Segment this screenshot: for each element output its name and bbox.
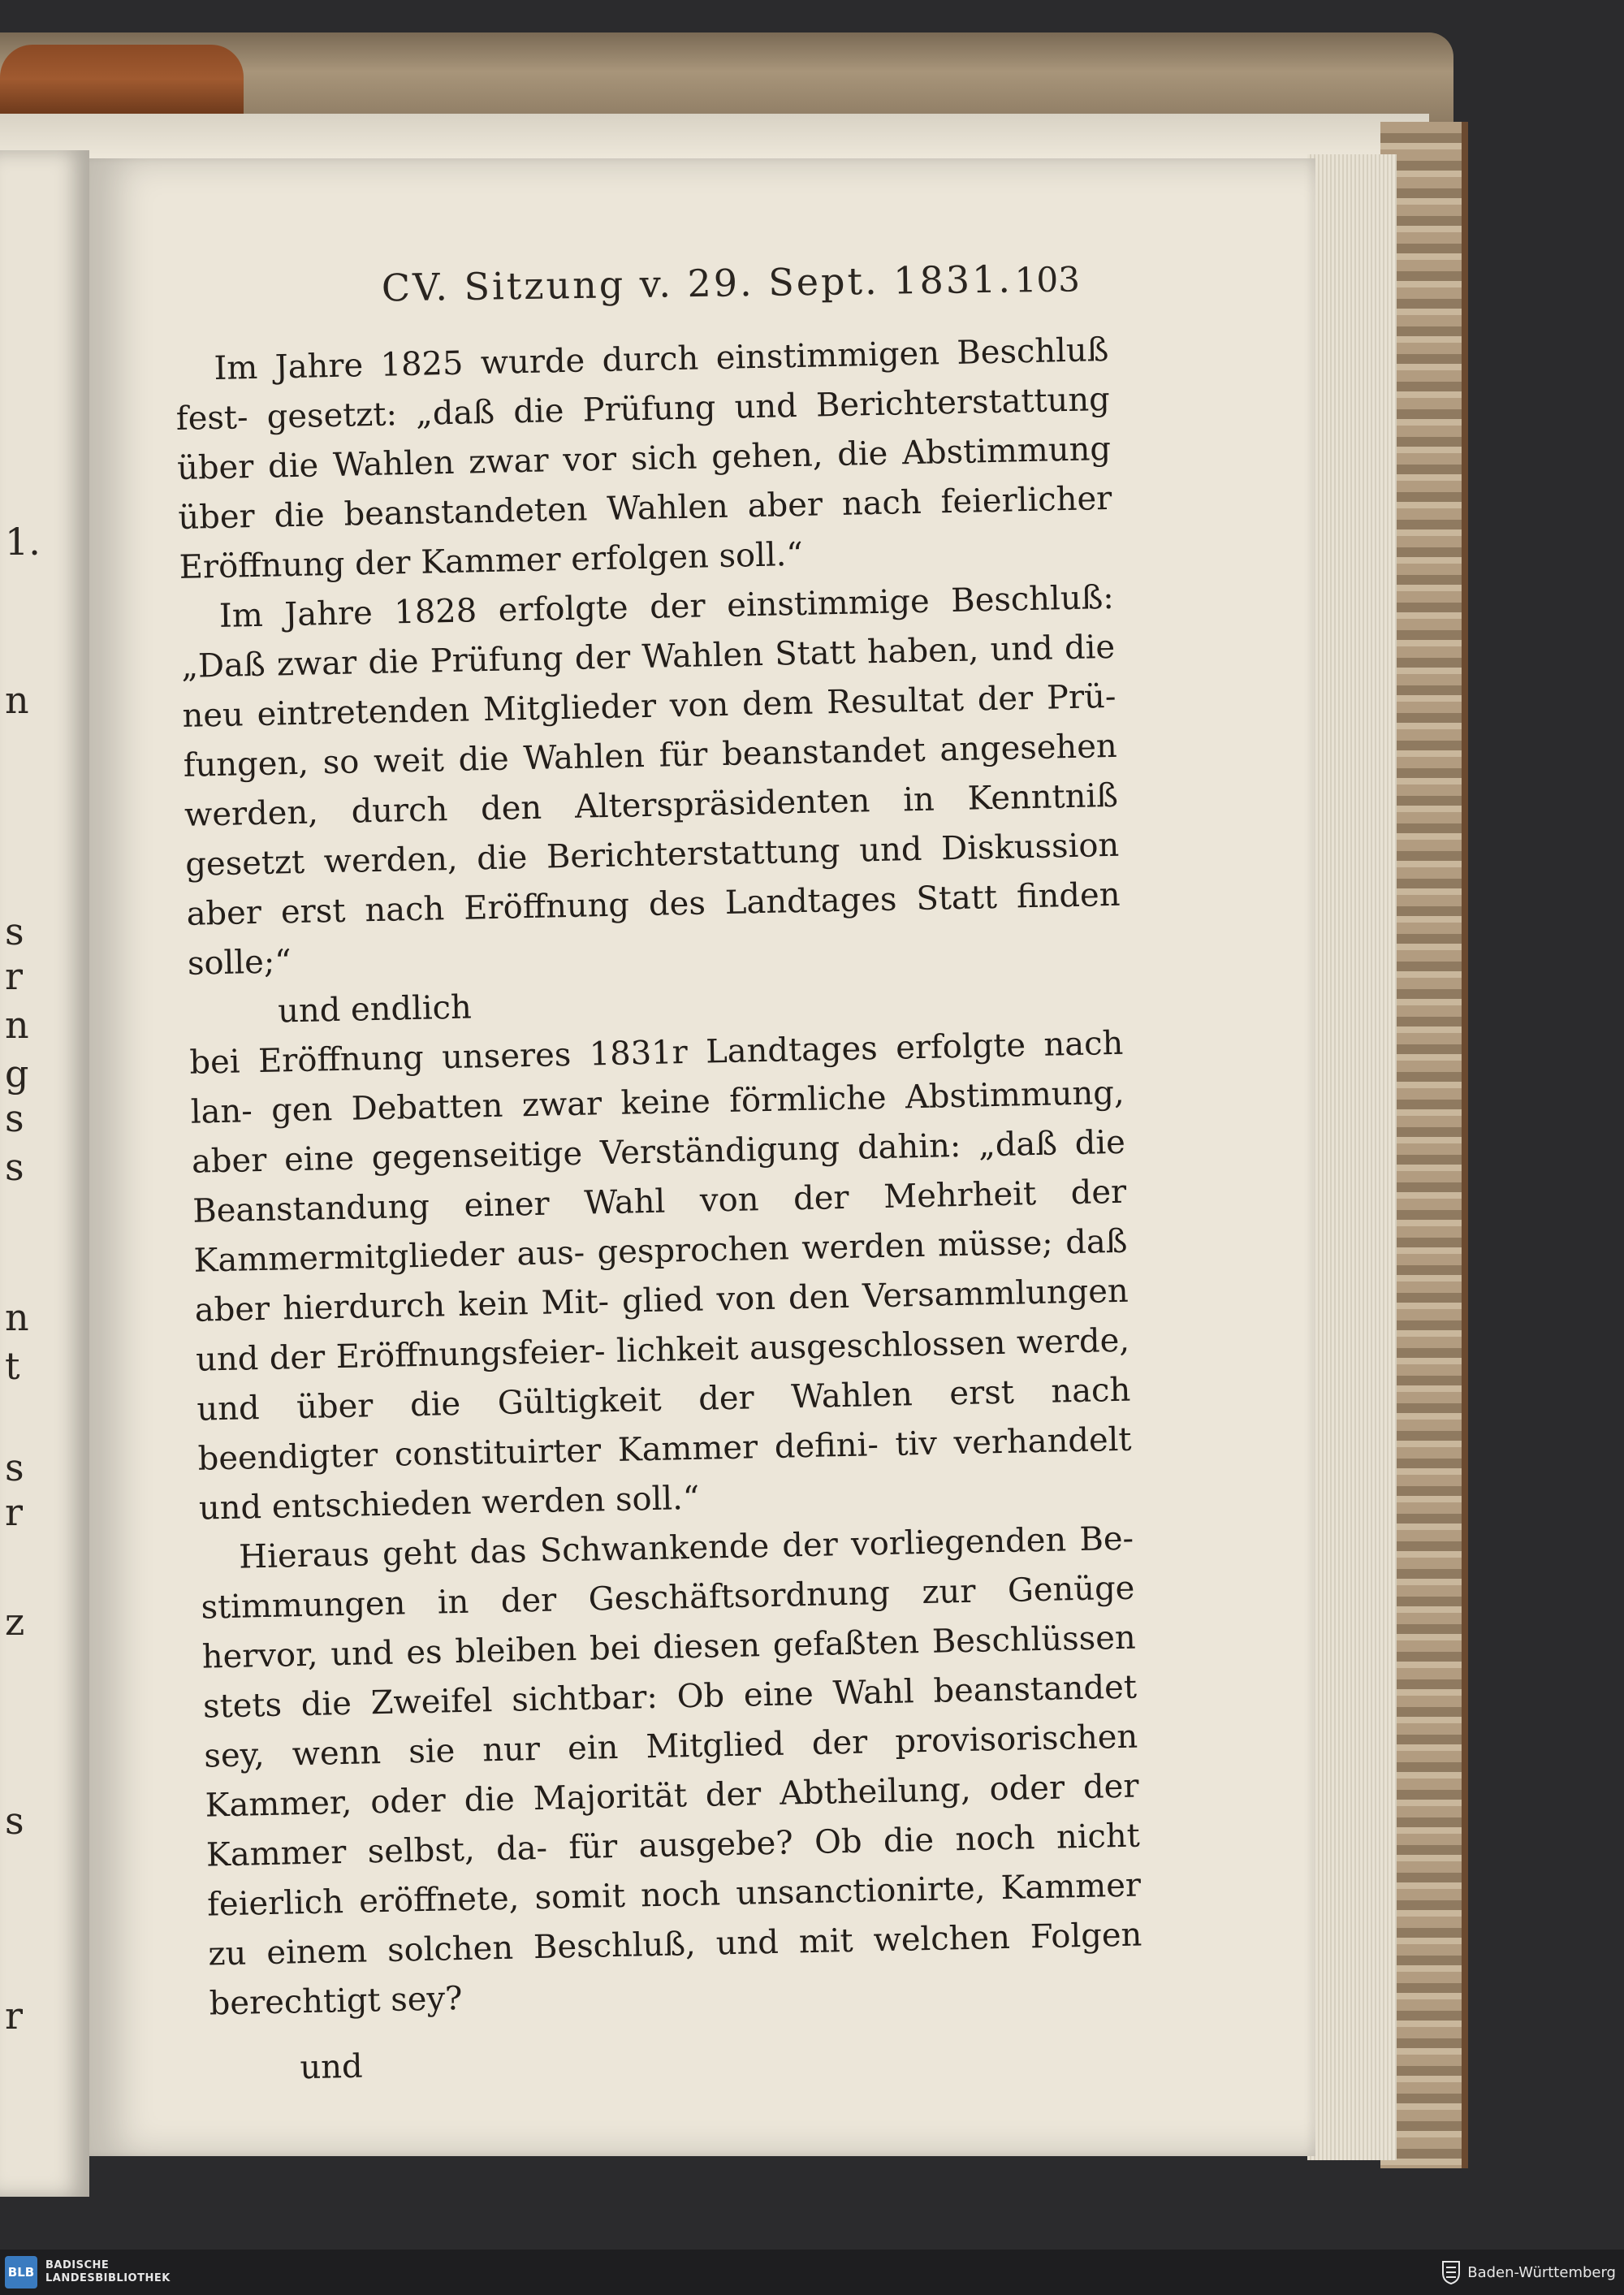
page-block-edge [1307,154,1397,2160]
bw-coat-of-arms-icon [1441,2260,1461,2284]
left-margin-fragment: s [5,1799,24,1843]
paragraph: Im Jahre 1828 erfolgte der einstimmige Beschluß: „Daß zwar die Prüfung der Wahlen Statt haben, und die neu eintretenden Mitglieder von dem Resultat der Prü- fungen, so weit die Wahlen für beanstandet angesehen werden, durch den Alterspräsidenten in Kenntniß gesetzt werden, die Berichterstattung und Diskussion aber erst nach Eröffnung des Landtages Statt finden solle;“ [180,578,1121,983]
book-spine-strap [0,45,244,114]
left-margin-fragment: 1. [5,520,41,564]
paragraph: Hieraus geht das Schwankende der vorliegenden Be- stimmungen in der Geschäftsordnung zur Genüge hervor, und es bleiben bei diesen gefaßten Beschlüssen stets die Zweifel sichtbar: Ob eine Wahl beanstandet sey, wenn sie nur ein Mitglied der provisorischen Kammer, oder die Majorität der Abtheilung, oder der Kammer selbst, da- für ausgebe? Ob die noch nicht feierlich eröffnete, somit noch unsanctionirte, Kammer zu einem solchen Beschluß, und mit welchen Folgen berechtigt sey? [201,1519,1142,2023]
left-margin-fragment: z [5,1600,25,1644]
blb-badge: BLB [5,2256,37,2289]
catchword: und [299,2047,364,2087]
left-margin-fragment: s [5,910,24,953]
paragraph: Im Jahre 1825 wurde durch einstimmigen Beschluß fest- gesetzt: „daß die Prüfung und Berichterstattung über die Wahlen zwar vor sich gehen, die Abstimmung über die beanstandeten Wahlen aber nach feierlicher Eröffnung der Kammer erfolgen soll.“ [175,331,1112,586]
left-margin-fragment: n [5,1003,29,1047]
blb-logo[interactable] [5,2256,171,2289]
left-margin-fragment: s [5,1096,24,1140]
running-header [292,256,1105,324]
paragraph: und endlich [277,988,473,1031]
left-margin-fragment: g [5,1052,29,1096]
paragraph: bei Eröffnung unseres 1831r Landtages erfolgte nach lan- gen Debatten zwar keine förmliche Abstimmung, aber eine gegenseitige Verständigung dahin: „daß die Beanstandung einer Wahl von der Mehrheit der Kammermitglieder aus- gesprochen werden müsse; daß aber hierdurch kein Mit- glied von den Versammlungen und der Eröffnungsfeier- lichkeit ausgeschlossen werde, und über die Gültigkeit der Wahlen erst nach beendigter constituirter Kammer defini- tiv verhandelt und entschieden werden soll.“ [189,1024,1132,1528]
page-edge-top [0,114,1429,162]
left-margin-fragment: r [5,954,23,998]
left-margin-fragment: s [5,1446,24,1489]
left-margin-fragment: s [5,1145,24,1189]
page-number: 103 [1014,259,1081,300]
left-margin-fragment: n [5,678,29,722]
left-margin-fragment: n [5,1295,29,1339]
footer-bar [0,2250,1624,2295]
left-margin-fragment: t [5,1344,20,1388]
left-page-edge [0,150,89,2197]
left-margin-fragment: r [5,1994,23,2038]
bw-wordmark: Baden-Württemberg [1467,2263,1616,2281]
bw-logo[interactable] [1441,2260,1616,2284]
left-margin-fragment: r [5,1490,23,1534]
blb-line-1: BADISCHE [45,2259,110,2271]
blb-line-2: LANDESBIBLIOTHEK [45,2272,171,2284]
blb-wordmark [45,2259,171,2285]
page-text [175,326,1145,2095]
running-title: CV. Sitzung v. 29. Sept. 1831. [381,257,1013,310]
